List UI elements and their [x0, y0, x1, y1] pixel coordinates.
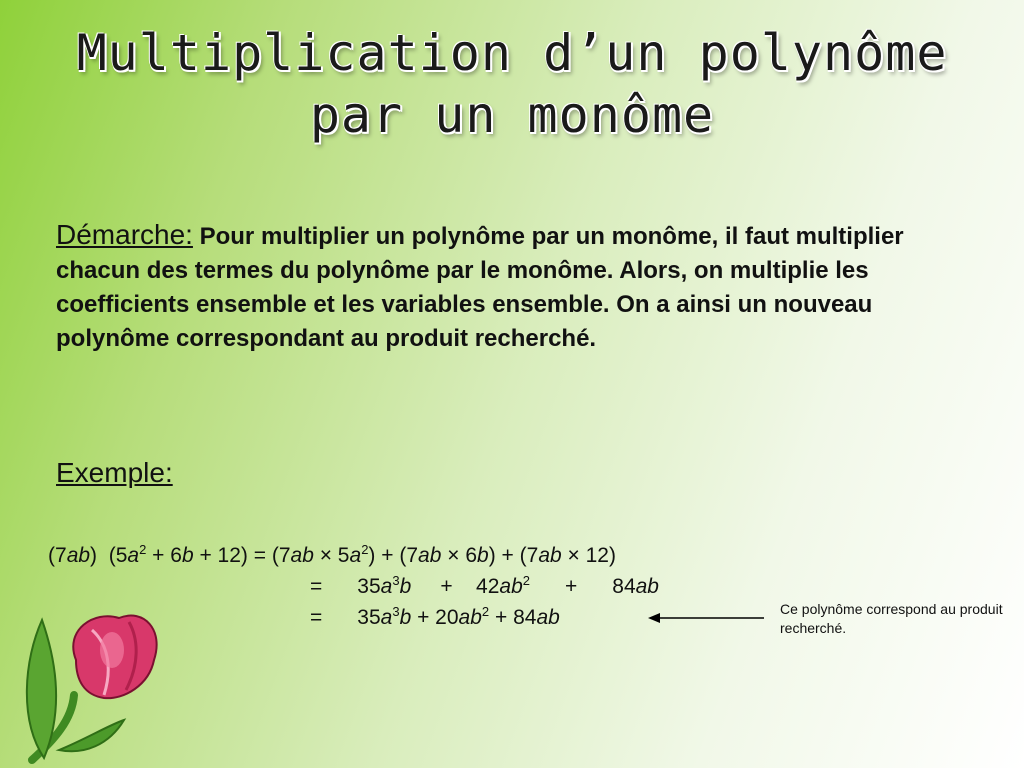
slide-title	[0, 22, 1024, 146]
demarche-paragraph	[56, 218, 956, 356]
equation-line-3: = $35a^3b + 20ab^2 + 84ab$	[310, 604, 560, 629]
demarche-label: Démarche:	[56, 219, 193, 250]
demarche-text: Pour multiplier un polynôme par un monôme, il faut multiplier chacun des termes du polynôme par le monôme. Alors, on multiplie les coefficients ensemble et les variables ensemble. On a ainsi un nouveau polynôme correspondant au produit recherché.	[56, 223, 904, 352]
tulip-icon	[14, 600, 174, 765]
arrow-icon	[646, 610, 766, 626]
slide-title-line-2: par un monôme	[309, 86, 715, 144]
exemple-label: Exemple:	[56, 457, 173, 488]
equation-line-1: (7ab) $(5a^2 + 6b + 12) = (7ab \times 5a^2) + (7ab \times 6b) + (7ab \times 12)$	[48, 542, 616, 567]
equation-line-2: = $35a^3b$ + $42ab^2$ + 84ab	[310, 573, 659, 598]
slide-title-line-1: Multiplication d’un polynôme	[76, 24, 948, 82]
result-note: Ce polynôme correspond au produit recherché.	[780, 601, 1003, 636]
